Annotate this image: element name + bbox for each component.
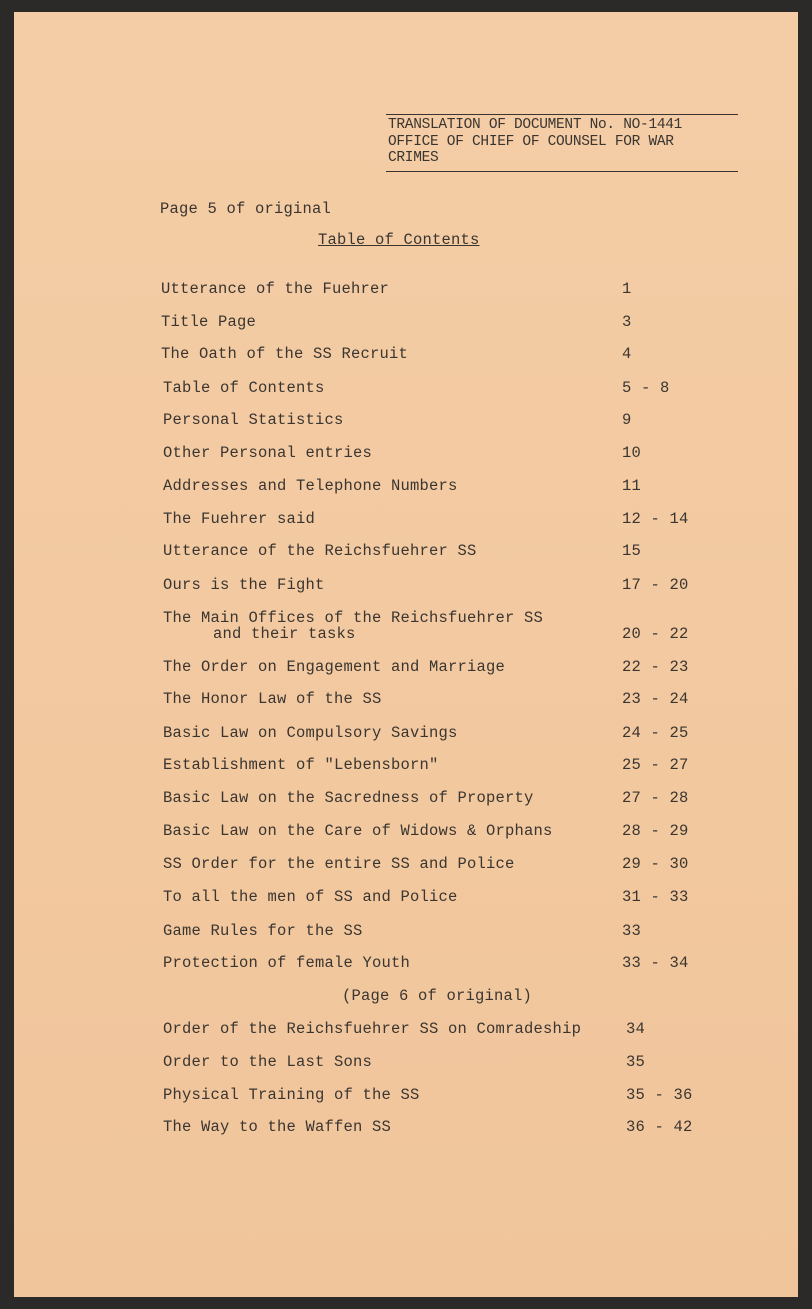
toc-entry-title: Other Personal entries bbox=[163, 444, 373, 462]
toc-entry-title: The Way to the Waffen SS bbox=[163, 1118, 392, 1136]
toc-entry-title: Physical Training of the SS bbox=[163, 1086, 420, 1104]
toc-entry-pages: 23 - 24 bbox=[622, 690, 689, 708]
translation-header bbox=[386, 114, 738, 172]
header-line-2: OFFICE OF CHIEF OF COUNSEL FOR WAR bbox=[388, 133, 674, 150]
toc-entry-title: Order to the Last Sons bbox=[163, 1053, 373, 1071]
toc-entry-pages: 36 - 42 bbox=[626, 1118, 693, 1136]
toc-entry-title: Personal Statistics bbox=[163, 411, 344, 429]
toc-entry-pages: 34 bbox=[626, 1020, 646, 1038]
toc-entry-title: The Order on Engagement and Marriage bbox=[163, 658, 506, 676]
toc-entry-pages: 3 bbox=[622, 313, 632, 331]
toc-entry-pages: 33 bbox=[622, 922, 642, 940]
header-line-3: CRIMES bbox=[388, 150, 439, 166]
toc-entry-title: The Honor Law of the SS bbox=[163, 690, 382, 708]
toc-entry-pages: 29 - 30 bbox=[622, 855, 689, 873]
toc-entry-pages: 27 - 28 bbox=[622, 789, 689, 807]
document-page bbox=[14, 12, 798, 1297]
toc-entry-pages: 9 bbox=[622, 411, 632, 429]
toc-entry-title: SS Order for the entire SS and Police bbox=[163, 855, 515, 873]
toc-entry-pages: 35 bbox=[626, 1053, 646, 1071]
toc-entry-pages: 35 - 36 bbox=[626, 1086, 693, 1104]
toc-entry-title: Title Page bbox=[161, 313, 257, 331]
toc-entry-pages: 4 bbox=[622, 345, 632, 363]
toc-entry-title: Protection of female Youth bbox=[163, 954, 411, 972]
toc-entry-title: Establishment of "Lebensborn" bbox=[163, 756, 439, 774]
toc-entry-pages: 33 - 34 bbox=[622, 954, 689, 972]
toc-title: Table of Contents bbox=[318, 231, 480, 249]
toc-entry-pages: 5 - 8 bbox=[622, 379, 670, 397]
toc-entry-pages: 20 - 22 bbox=[622, 625, 689, 643]
toc-entry-pages: 17 - 20 bbox=[622, 576, 689, 594]
toc-entry-title: Basic Law on Compulsory Savings bbox=[163, 724, 458, 742]
toc-entry-title: Basic Law on the Care of Widows & Orphans bbox=[163, 822, 553, 840]
toc-entry-pages: 12 - 14 bbox=[622, 510, 689, 528]
toc-entry-title: The Main Offices of the Reichsfuehrer SS bbox=[163, 609, 544, 627]
toc-entry-title-cont: and their tasks bbox=[213, 625, 356, 643]
page-note-2: (Page 6 of original) bbox=[342, 987, 533, 1005]
toc-entry-title: Utterance of the Fuehrer bbox=[161, 280, 390, 298]
toc-entry-pages: 31 - 33 bbox=[622, 888, 689, 906]
toc-entry-pages: 1 bbox=[622, 280, 632, 298]
toc-entry-title: Order of the Reichsfuehrer SS on Comradeship bbox=[163, 1020, 582, 1038]
toc-entry-pages: 22 - 23 bbox=[622, 658, 689, 676]
toc-entry-pages: 24 - 25 bbox=[622, 724, 689, 742]
toc-entry-title: To all the men of SS and Police bbox=[163, 888, 458, 906]
toc-entry-title: Table of Contents bbox=[163, 379, 325, 397]
header-line-1: TRANSLATION OF DOCUMENT No. NO-1441 bbox=[388, 117, 683, 133]
toc-entry-title: Basic Law on the Sacredness of Property bbox=[163, 789, 534, 807]
toc-entry-title: Addresses and Telephone Numbers bbox=[163, 477, 458, 495]
toc-entry-title: The Oath of the SS Recruit bbox=[161, 345, 409, 363]
toc-entry-pages: 25 - 27 bbox=[622, 756, 689, 774]
toc-entry-pages: 10 bbox=[622, 444, 642, 462]
toc-entry-pages: 15 bbox=[622, 542, 642, 560]
toc-entry-pages: 11 bbox=[622, 477, 642, 495]
toc-entry-title: Utterance of the Reichsfuehrer SS bbox=[163, 542, 477, 560]
toc-entry-pages: 28 - 29 bbox=[622, 822, 689, 840]
toc-entry-title: Ours is the Fight bbox=[163, 576, 325, 594]
page-note: Page 5 of original bbox=[160, 200, 332, 218]
toc-entry-title: The Fuehrer said bbox=[163, 510, 316, 528]
toc-entry-title: Game Rules for the SS bbox=[163, 922, 363, 940]
